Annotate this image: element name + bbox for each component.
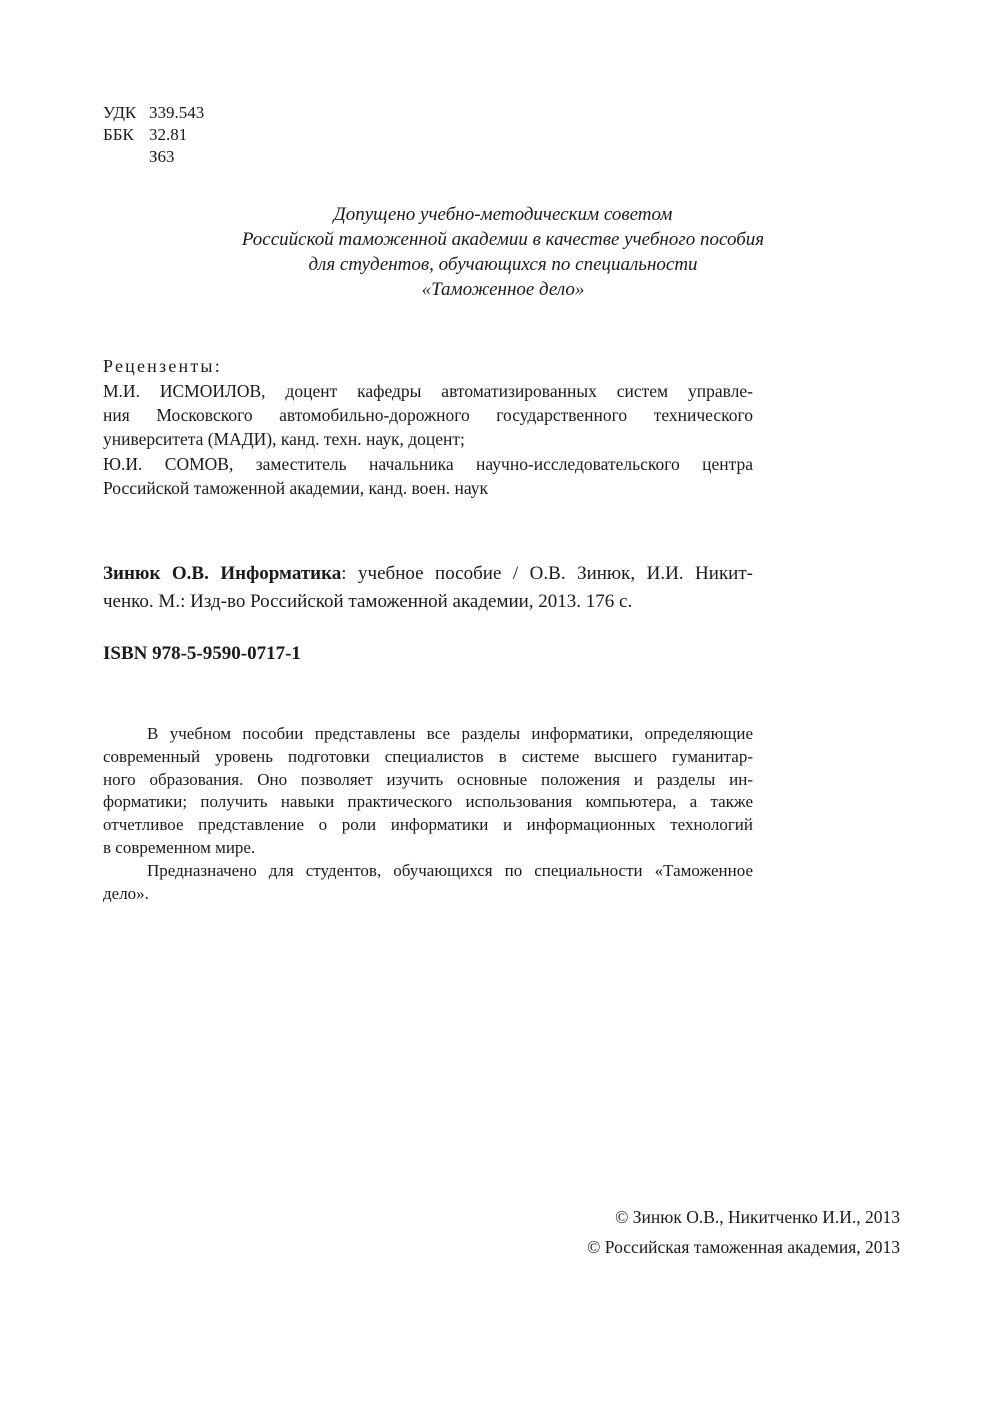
approval-line: Допущено учебно-методическим советом — [333, 204, 673, 225]
annotation-line: дело». — [103, 883, 149, 903]
bbk-value: 32.81 — [149, 125, 188, 144]
approval-line: Российской таможенной академии в качестве учебного пособия — [241, 229, 765, 250]
udk-value: 339.543 — [149, 103, 205, 122]
bbk-label: ББК — [103, 125, 134, 144]
approval-line: для студентов, обучающихся по специальности — [308, 254, 698, 275]
bbk-row — [103, 124, 204, 146]
reviewers-heading: Рецензенты: — [103, 356, 222, 376]
bib-line — [103, 560, 753, 588]
bib-line-rest: : учебное пособие / О.В. Зинюк, И.И. Никит- — [341, 563, 753, 584]
copyright-line: © Российская таможенная академия, 2013 — [587, 1237, 900, 1257]
annotation-line: современный уровень подготовки специалистов в системе высшего гуманитар- — [103, 746, 753, 766]
reviewer-line: университета (МАДИ), канд. техн. наук, доцент; — [103, 429, 465, 449]
isbn: ISBN 978-5-9590-0717-1 — [103, 643, 301, 664]
udk-label: УДК — [103, 103, 137, 122]
reviewer-line: ния Московского автомобильно-дорожного государственного технического — [103, 405, 753, 425]
author-title: Зинюк О.В. Информатика — [103, 563, 342, 584]
author-mark: З63 — [149, 147, 175, 166]
annotation-line: отчетливое представление о роли информатики и информационных технологий — [103, 815, 753, 835]
annotation-line: В учебном пособии представлены все разделы информатики, определяющие — [147, 724, 753, 743]
classification-block — [103, 102, 204, 168]
reviewer-line: М.И. ИСМОИЛОВ, доцент кафедры автоматизированных систем управле- — [103, 381, 753, 401]
copyright-block — [587, 1202, 900, 1262]
annotation-line: Предназначено для студентов, обучающихся по специальности «Таможенное — [147, 860, 753, 880]
approval-statement — [190, 202, 816, 302]
reviewer-entry — [103, 452, 753, 500]
annotation-line: в современном мире. — [103, 837, 256, 857]
copyright-line: © Зинюк О.В., Никитченко И.И., 2013 — [615, 1207, 900, 1227]
reviewer-entry — [103, 379, 753, 451]
bibliographic-record — [103, 560, 753, 616]
annotation-line: форматики; получить навыки практического использования компьютера, а также — [103, 792, 753, 812]
udk-row — [103, 102, 204, 124]
reviewer-line: Российской таможенной академии, канд. воен. наук — [103, 478, 488, 498]
annotation — [103, 723, 753, 905]
bib-line: ченко. М.: Изд-во Российской таможенной академии, 2013. 176 с. — [103, 591, 633, 612]
approval-line: «Таможенное дело» — [421, 279, 585, 300]
annotation-line: ного образования. Оно позволяет изучить основные положения и разделы ин- — [103, 769, 753, 789]
reviewer-line: Ю.И. СОМОВ, заместитель начальника научно-исследовательского центра — [103, 454, 753, 474]
